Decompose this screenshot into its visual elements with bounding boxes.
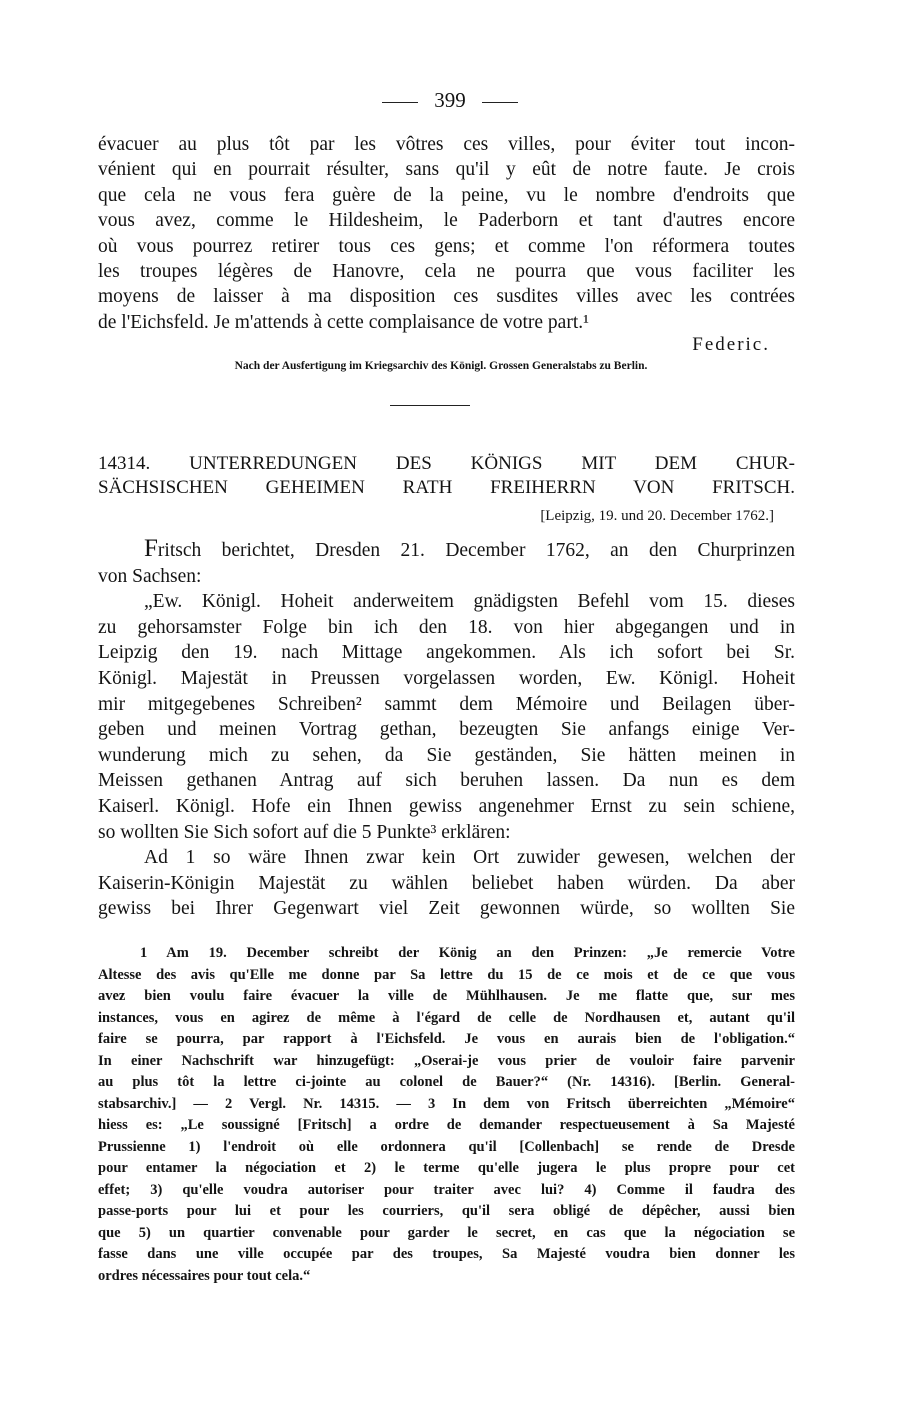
footnote-line: effet; 3) qu'elle voudra autoriser pour traiter avec lui? 4) Comme il faudra des	[98, 1181, 795, 1198]
text-line: que cela ne vous fera guère de la peine, vu le nombre d'endroits que	[98, 184, 795, 206]
footnote-line: In einer Nachschrift war hinzugefügt: „Oserai-je vous prier de vouloir faire parvenir	[98, 1052, 795, 1069]
text-line: Leipzig den 19. nach Mittage angekommen. Als ich sofort bei Sr.	[98, 642, 795, 664]
text-line: Kaiserl. Königl. Hofe ein Ihnen gewiss angenehmer Ernst zu sein schiene,	[98, 795, 795, 817]
footnote-line: 1 Am 19. December schreibt der König an den Prinzen: „Je remercie Votre	[140, 945, 795, 961]
source-note: Nach der Ausfertigung im Kriegsarchiv des Königl. Grossen Generalstabs zu Berlin.	[234, 360, 648, 372]
section-divider	[390, 405, 470, 406]
text-line: Königl. Majestät in Preussen vorgelassen worden, Ew. Königl. Hoheit	[98, 667, 795, 689]
text-line: von Sachsen:	[98, 565, 202, 587]
letter-continuation	[98, 132, 795, 335]
initial-letter: F	[144, 535, 158, 562]
text-line: zu gehorsamster Folge bin ich den 18. von hier abgegangen und in	[98, 616, 795, 638]
footnote-line: pour entamer la négociation et 2) le terme qu'elle jugera le plus propre pour cet	[98, 1160, 795, 1176]
title-line: SÄCHSISCHEN GEHEIMEN RATH FREIHERRN VON FRITSCH.	[98, 477, 795, 498]
page-header	[0, 88, 900, 113]
text-line: de l'Eichsfeld. Je m'attends à cette complaisance de votre part.¹	[98, 311, 589, 333]
text-line: les troupes légères de Hanovre, cela ne pourra que vous faciliter les	[98, 261, 795, 283]
footnote-line: fasse dans une ville occupée par des troupes, Sa Majesté voudra bien donner les	[98, 1246, 795, 1262]
footnote-line: Prussienne 1) l'endroit où elle ordonnera qu'il [Collenbach] se rende de Dresde	[98, 1138, 795, 1155]
text-line-first	[98, 536, 795, 564]
text-line: so wollten Sie Sich sofort auf die 5 Punkte³ erklären:	[98, 821, 511, 843]
text-line: wunderung mich zu sehen, da Sie geständen, Sie hätten meinen in	[98, 744, 795, 766]
page-number: 399	[434, 88, 466, 112]
section-title	[98, 452, 795, 500]
text-line: vous avez, comme le Hildesheim, le Paderborn et tant d'autres encore	[98, 210, 795, 232]
text-line: geben und meinen Vortrag gethan, bezeugten Sie anfangs einige Ver-	[98, 719, 795, 741]
footnote-line: stabsarchiv.] — 2 Vergl. Nr. 14315. — 3 In dem von Fritsch überreichten „Mémoire“	[98, 1095, 795, 1112]
header-rule-right	[482, 102, 518, 103]
footnotes	[98, 943, 795, 1287]
text-line: mir mitgegebenes Schreiben² sammt dem Mémoire und Beilagen über-	[98, 693, 795, 715]
footnote-line: faire se pourra, par rapport à l'Eichsfeld. Je vous en aurais bien de l'obligation.“	[98, 1031, 795, 1047]
footnote-line: avez bien voulu faire évacuer la ville de Mühlhausen. Je me flatte que, sur mes	[98, 988, 795, 1004]
footnote-line: Altesse des avis qu'Elle me donne par Sa lettre du 15 de ce mois et de ce que vous	[98, 966, 795, 983]
text-line: gewiss bei Ihrer Gegenwart viel Zeit gewonnen würde, so wollten Sie	[98, 898, 795, 920]
text-line: Meissen gethanen Antrag auf sich beruhen lassen. Da nun es dem	[98, 770, 795, 792]
text-line: vénient qui en pourrait résulter, sans qu'il y eût de notre faute. Je crois	[98, 159, 795, 181]
footnote-line: ordres nécessaires pour tout cela.“	[98, 1267, 311, 1284]
footnote-line: hiess es: „Le soussigné [Fritsch] a ordre de demander respectueusement à Sa Majesté	[98, 1117, 795, 1133]
title-line: 14314. UNTERREDUNGEN DES KÖNIGS MIT DEM CHUR-	[98, 453, 795, 474]
header-rule-left	[382, 102, 418, 103]
text-line: moyens de laisser à ma disposition ces susdites villes avec les contrées	[98, 286, 795, 308]
footnote-line: passe-ports pour lui et pour les courriers, qu'il sera obligé de dépêcher, aussi bien	[98, 1203, 795, 1219]
footnote-line: au plus tôt la lettre ci-jointe au colonel de Bauer?“ (Nr. 14316). [Berlin. General-	[98, 1074, 795, 1090]
dateline: [Leipzig, 19. und 20. December 1762.]	[540, 508, 774, 524]
footnote-line: que 5) un quartier convenable pour garder le secret, en cas que la négociation se	[98, 1224, 795, 1241]
first-line-rest: ritsch berichtet, Dresden 21. December 1762, an den Churprinzen	[157, 540, 795, 561]
footnote-line: instances, vous en agirez de même à l'égard de celle de Nordhausen et, autant qu'il	[98, 1009, 795, 1026]
signature: Federic.	[692, 334, 770, 355]
text-line: où vous pourrez retirer tous ces gens; et comme l'on réformera toutes	[98, 235, 795, 257]
text-line: „Ew. Königl. Hoheit anderweitem gnädigsten Befehl vom 15. dieses	[144, 591, 795, 613]
text-line: évacuer au plus tôt par les vôtres ces villes, pour éviter tout incon-	[98, 134, 795, 155]
text-line: Ad 1 so wäre Ihnen zwar kein Ort zuwider gewesen, welchen der	[144, 847, 795, 869]
text-line: Kaiserin-Königin Majestät zu wählen beliebet haben würden. Da aber	[98, 872, 795, 894]
main-text	[98, 536, 795, 922]
